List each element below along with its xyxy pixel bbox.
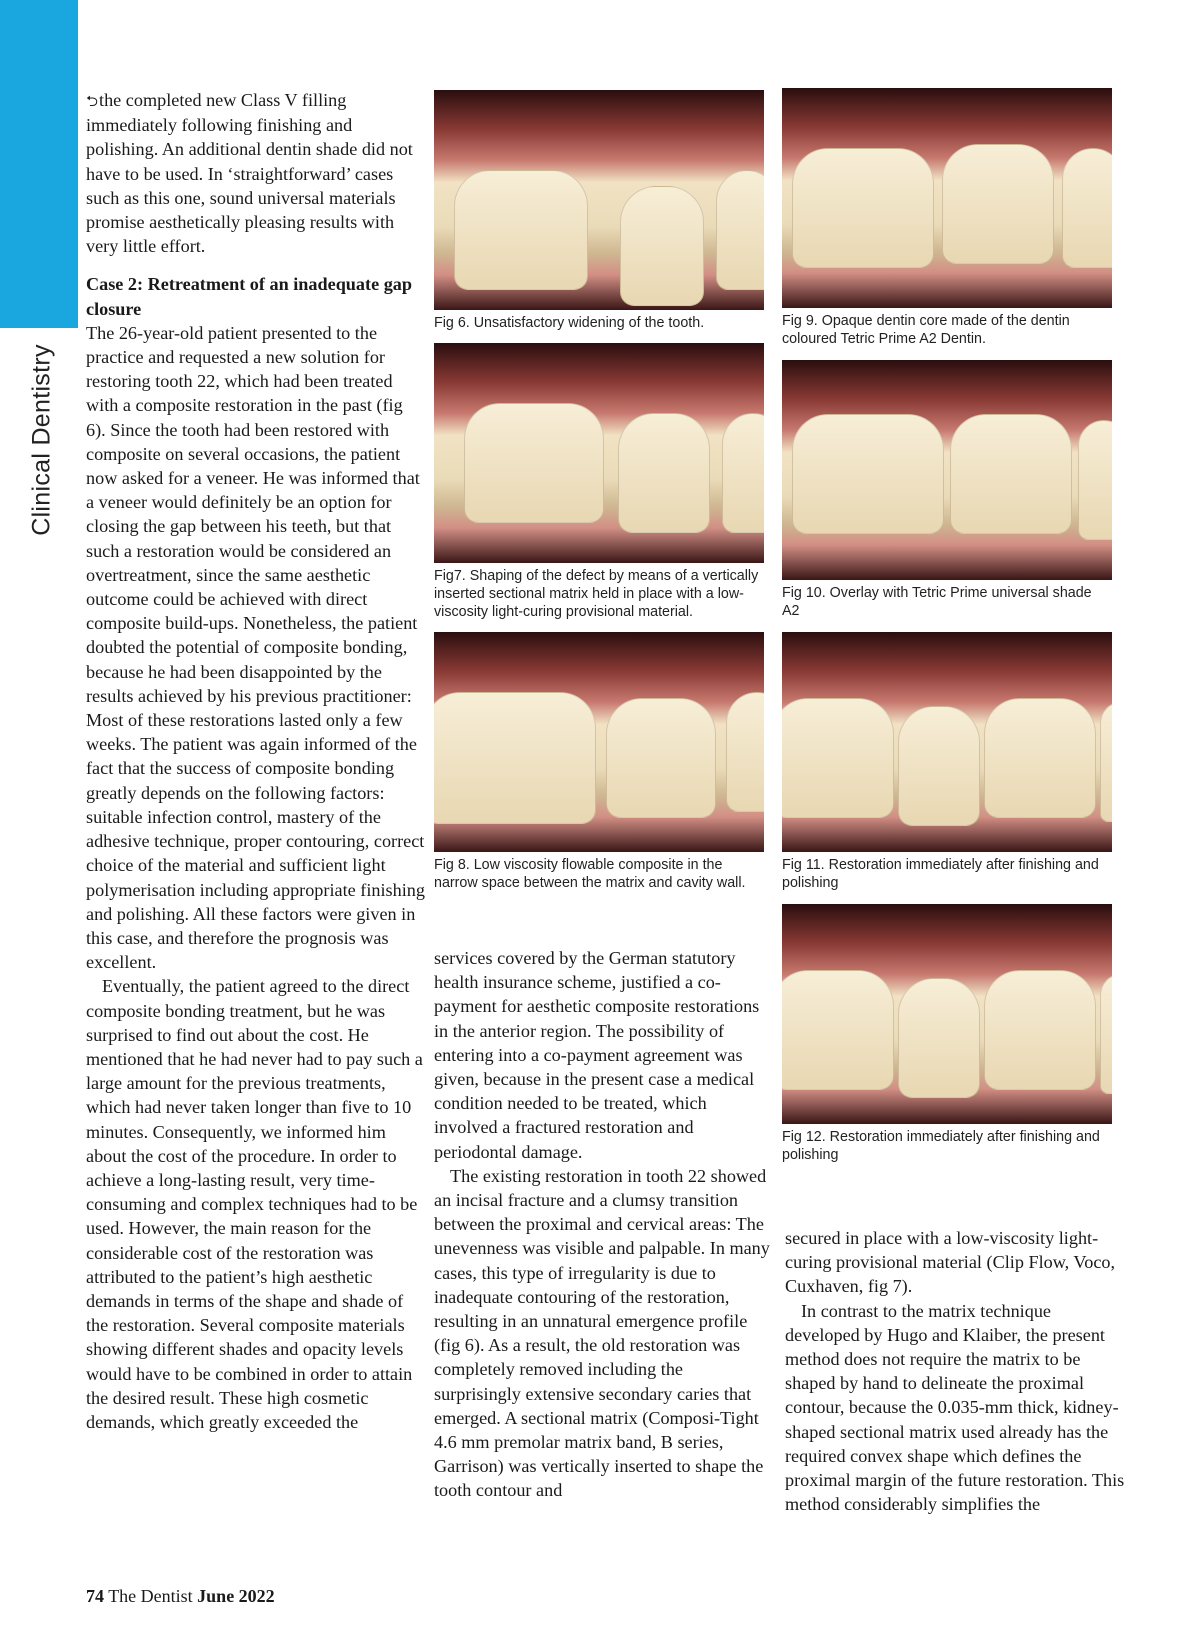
figure-caption: Fig 12. Restoration immediately after finishing and polishing [782, 1129, 1100, 1163]
dental-photo [434, 632, 764, 852]
figure-8 [434, 632, 764, 892]
dental-photo [782, 632, 1112, 852]
dental-photo [434, 90, 764, 310]
dental-photo [782, 904, 1112, 1124]
page-footer [86, 1586, 275, 1607]
body-paragraph: In contrast to the matrix technique developed by Hugo and Klaiber, the present method does not require the matrix to be shaped by hand to delineate the proximal contour, because the 0.035-mm thick, kidney-shaped sectional matrix used already has the required convex shape which defines the proximal margin of the future restoration. This method considerably simplifies the [785, 1300, 1125, 1515]
figure-9 [782, 88, 1112, 348]
body-paragraph: services covered by the German statutory health insurance scheme, justified a co-payment for aesthetic composite restorations in the anterior region. The possibility of entering into a co-payment agreement was given, because in the present case a medical condition needed to be treated, which involved a fractured restoration and periodontal damage. [434, 948, 760, 1162]
dental-photo [782, 88, 1112, 308]
figure-12 [782, 904, 1112, 1164]
section-color-bar [0, 0, 78, 328]
middle-text-column [434, 946, 774, 1503]
dental-photo [782, 360, 1112, 580]
figure-caption: Fig 6. Unsatisfactory widening of the tooth. [434, 315, 705, 331]
intro-paragraph [86, 88, 426, 258]
continued-arrow-icon: ⮌ [86, 92, 99, 110]
body-paragraph: Eventually, the patient agreed to the direct composite bonding treatment, but he was surprised to find out about the cost. He mentioned that he had never had to pay such a large amount for the previous treatments, which had never taken longer than five to 10 minutes. Consequently, we informed him about the cost of the procedure. In order to achieve a long-lasting result, very time-consuming and complex techniques had to be used. However, the main reason for the considerable cost of the restoration was attributed to the patient’s high aesthetic demands in terms of the shape and shade of the restoration. Several composite materials showing different shades and opacity levels would have to be combined in order to attain the desired result. These high cosmetic demands, which greatly exceeded the [86, 976, 423, 1432]
figure-caption: Fig 8. Low viscosity flowable composite in the narrow space between the matrix and cavity wall. [434, 857, 746, 891]
page-number: 74 [86, 1586, 104, 1606]
publication-name: The Dentist [108, 1586, 193, 1606]
right-text-column [785, 1226, 1125, 1516]
left-text-column [86, 88, 426, 1434]
figure-6 [434, 90, 764, 332]
figure-caption: Fig7. Shaping of the defect by means of a vertically inserted sectional matrix held in place with a low-viscosity light-curing provisional material. [434, 568, 759, 620]
figure-10 [782, 360, 1112, 620]
figure-caption: Fig 9. Opaque dentin core made of the dentin coloured Tetric Prime A2 Dentin. [782, 313, 1070, 347]
body-paragraph: The existing restoration in tooth 22 showed an incisal fracture and a clumsy transition between the proximal and cervical areas: The unevenness was visible and palpable. In many cases, this type of irregularity is due to inadequate contouring of the restoration, resulting in an unnatural emergence profile (fig 6). As a result, the old restoration was completely removed including the surprisingly extensive secondary caries that emerged. A sectional matrix (Composi-Tight 4.6 mm premolar matrix band, B series, Garrison) was vertically inserted to shape the tooth contour and [434, 1165, 770, 1501]
intro-text: the completed new Class V filling immediately following finishing and polishing. An additional dentin shade did not have to be used. In ‘straightforward’ cases such as this one, sound universal materials promise aesthetically pleasing results with very little effort. [86, 90, 413, 257]
figure-caption: Fig 11. Restoration immediately after finishing and polishing [782, 857, 1099, 891]
figure-11 [782, 632, 1112, 892]
body-paragraph: secured in place with a low-viscosity light-curing provisional material (Clip Flow, Voco, Cuxhaven, fig 7). [785, 1228, 1116, 1297]
section-label: Clinical Dentistry [27, 344, 56, 536]
issue-date: June 2022 [197, 1586, 275, 1606]
figure-caption: Fig 10. Overlay with Tetric Prime universal shade A2 [782, 585, 1092, 619]
body-paragraph: The 26-year-old patient presented to the practice and requested a new solution for restoring tooth 22, which had been treated with a composite restoration in the past (fig 6). Since the tooth had been restored with composite on several occasions, the patient now asked for a veneer. He was informed that a veneer would definitely be an option for closing the gap between his teeth, but that such a restoration would be considered an overtreatment, since the same aesthetic outcome could be achieved with direct composite build-ups. Nonetheless, the patient doubted the potential of composite bonding, because he had been disappointed by the results achieved by his previous practitioner: Most of these restorations lasted only a few weeks. The patient was again informed of the fact that the success of composite bonding greatly depends on the following factors: suitable infection control, mastery of the adhesive technique, proper contouring, correct choice of the material and sufficient light polymerisation including appropriate finishing and polishing. All these factors were given in this case, and therefore the prognosis was excellent. [86, 322, 425, 973]
case-heading: Case 2: Retreatment of an inadequate gap closure [86, 274, 412, 319]
figure-7 [434, 343, 764, 621]
dental-photo [434, 343, 764, 563]
